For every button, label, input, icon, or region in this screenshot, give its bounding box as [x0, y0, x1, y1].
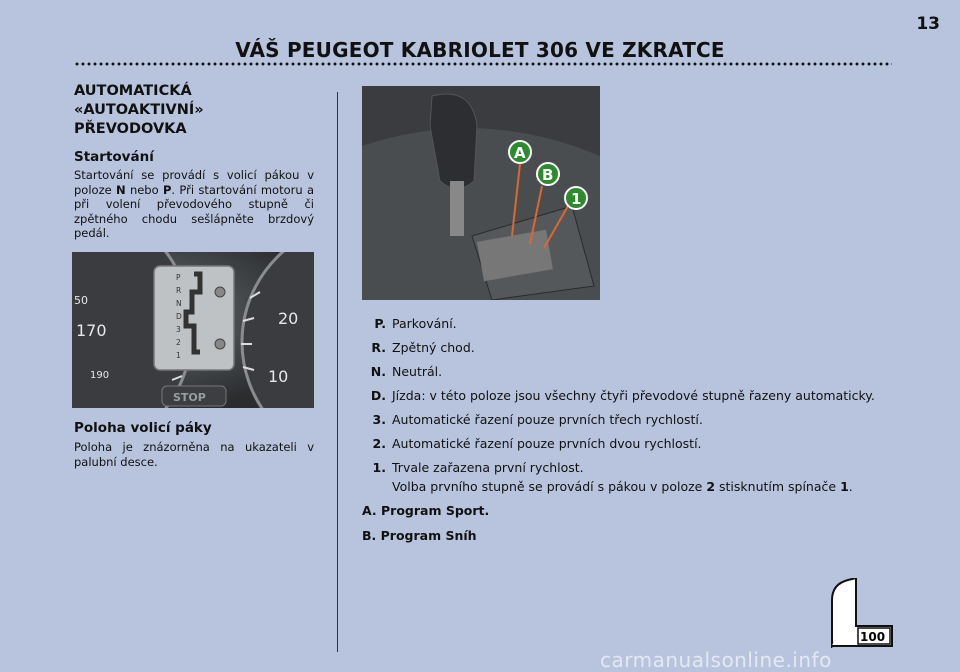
- text-run: Startování se provádí s volicí pákou v poloze: [74, 168, 314, 197]
- gear-letter: P: [176, 273, 181, 282]
- indicator-lamp-icon: [215, 339, 225, 349]
- gear-letter: 1: [176, 351, 181, 360]
- dashboard-illustration: [72, 252, 314, 408]
- text-run: . Při startování motoru a při volení převodového stupně či zpětného chodu sešlápněte brzdový pedál.: [74, 182, 314, 241]
- legend-text: Neutrál.: [392, 364, 443, 379]
- watermark: carmanualsonline.info: [600, 648, 832, 672]
- gear-letter: N: [176, 299, 182, 308]
- legend-key: 1.: [372, 460, 386, 475]
- book-number: 100: [860, 630, 886, 644]
- gauge-label-20: 20: [278, 309, 299, 328]
- gear-legend: [362, 316, 892, 553]
- gear-p: P: [162, 182, 172, 197]
- legend-item: [362, 388, 892, 403]
- lever-position-title: Poloha volicí páky: [74, 420, 212, 436]
- legend-item: [362, 436, 892, 451]
- first-gear-note: [392, 479, 892, 494]
- text-run: .: [848, 479, 853, 494]
- gear-lever-photo: [362, 86, 600, 300]
- legend-text: Zpětný chod.: [392, 340, 475, 355]
- legend-item: [362, 412, 892, 427]
- left-column: [74, 82, 314, 241]
- callout-a: A: [514, 144, 526, 162]
- legend-item: [362, 316, 892, 331]
- legend-key: 3.: [372, 412, 386, 427]
- dotted-divider: [74, 62, 892, 66]
- gauge-label-50: 50: [74, 294, 88, 307]
- gear-letter: R: [176, 286, 182, 295]
- text-run: stisknutím spínače: [715, 479, 841, 494]
- heading-line: «AUTOAKTIVNÍ»: [74, 102, 204, 118]
- legend-key: D.: [370, 388, 386, 403]
- section-heading: [74, 82, 314, 139]
- switch-1: 1: [840, 479, 849, 494]
- dashboard-photo: [72, 252, 314, 408]
- legend-item: [362, 340, 892, 355]
- gear-letter: 2: [176, 338, 181, 347]
- gear-letter: 3: [176, 325, 181, 334]
- legend-key: 2.: [372, 436, 386, 451]
- legend-key: R.: [371, 340, 386, 355]
- position-2: 2: [706, 479, 716, 494]
- stop-label: STOP: [173, 391, 206, 404]
- gauge-label-170: 170: [76, 321, 107, 340]
- program-sport: A. Program Sport.: [362, 503, 490, 518]
- text-run: Volba prvního stupně se provádí s pákou v poloze: [392, 479, 707, 494]
- start-paragraph: [74, 168, 314, 241]
- lever-position-text: Poloha je znázorněna na ukazateli v palubní desce.: [74, 440, 314, 469]
- program-snow: B. Program Sníh: [362, 528, 477, 543]
- callout-b: B: [542, 166, 554, 184]
- legend-text: Automatické řazení pouze prvních třech rychlostí.: [392, 412, 703, 427]
- gear-shaft: [450, 181, 464, 236]
- legend-item: [362, 460, 892, 475]
- gauge-label-10: 10: [268, 367, 289, 386]
- legend-text: Trvale zařazena první rychlost.: [392, 460, 584, 475]
- gauge-label-190: 190: [90, 370, 110, 381]
- column-divider: [337, 92, 338, 652]
- heading-line: AUTOMATICKÁ: [74, 83, 192, 99]
- page-number: 13: [916, 14, 940, 34]
- text-run: nebo: [125, 182, 163, 197]
- legend-text: Automatické řazení pouze prvních dvou rychlostí.: [392, 436, 702, 451]
- gear-lever-illustration: [362, 86, 600, 300]
- gear-letter: D: [176, 312, 182, 321]
- legend-text: Jízda: v této poloze jsou všechny čtyři převodové stupně řazeny automaticky.: [392, 388, 875, 403]
- indicator-lamp-icon: [215, 287, 225, 297]
- legend-item: [362, 364, 892, 379]
- start-subheading: Startování: [74, 149, 154, 165]
- gear-n: N: [116, 182, 126, 197]
- legend-text: Parkování.: [392, 316, 457, 331]
- legend-key: N.: [370, 364, 386, 379]
- page-title: VÁŠ PEUGEOT KABRIOLET 306 VE ZKRATCE: [235, 38, 725, 62]
- book-icon: [830, 578, 894, 648]
- callout-1: 1: [571, 190, 582, 208]
- heading-line: PŘEVODOVKA: [74, 121, 187, 137]
- legend-key: P.: [374, 316, 386, 331]
